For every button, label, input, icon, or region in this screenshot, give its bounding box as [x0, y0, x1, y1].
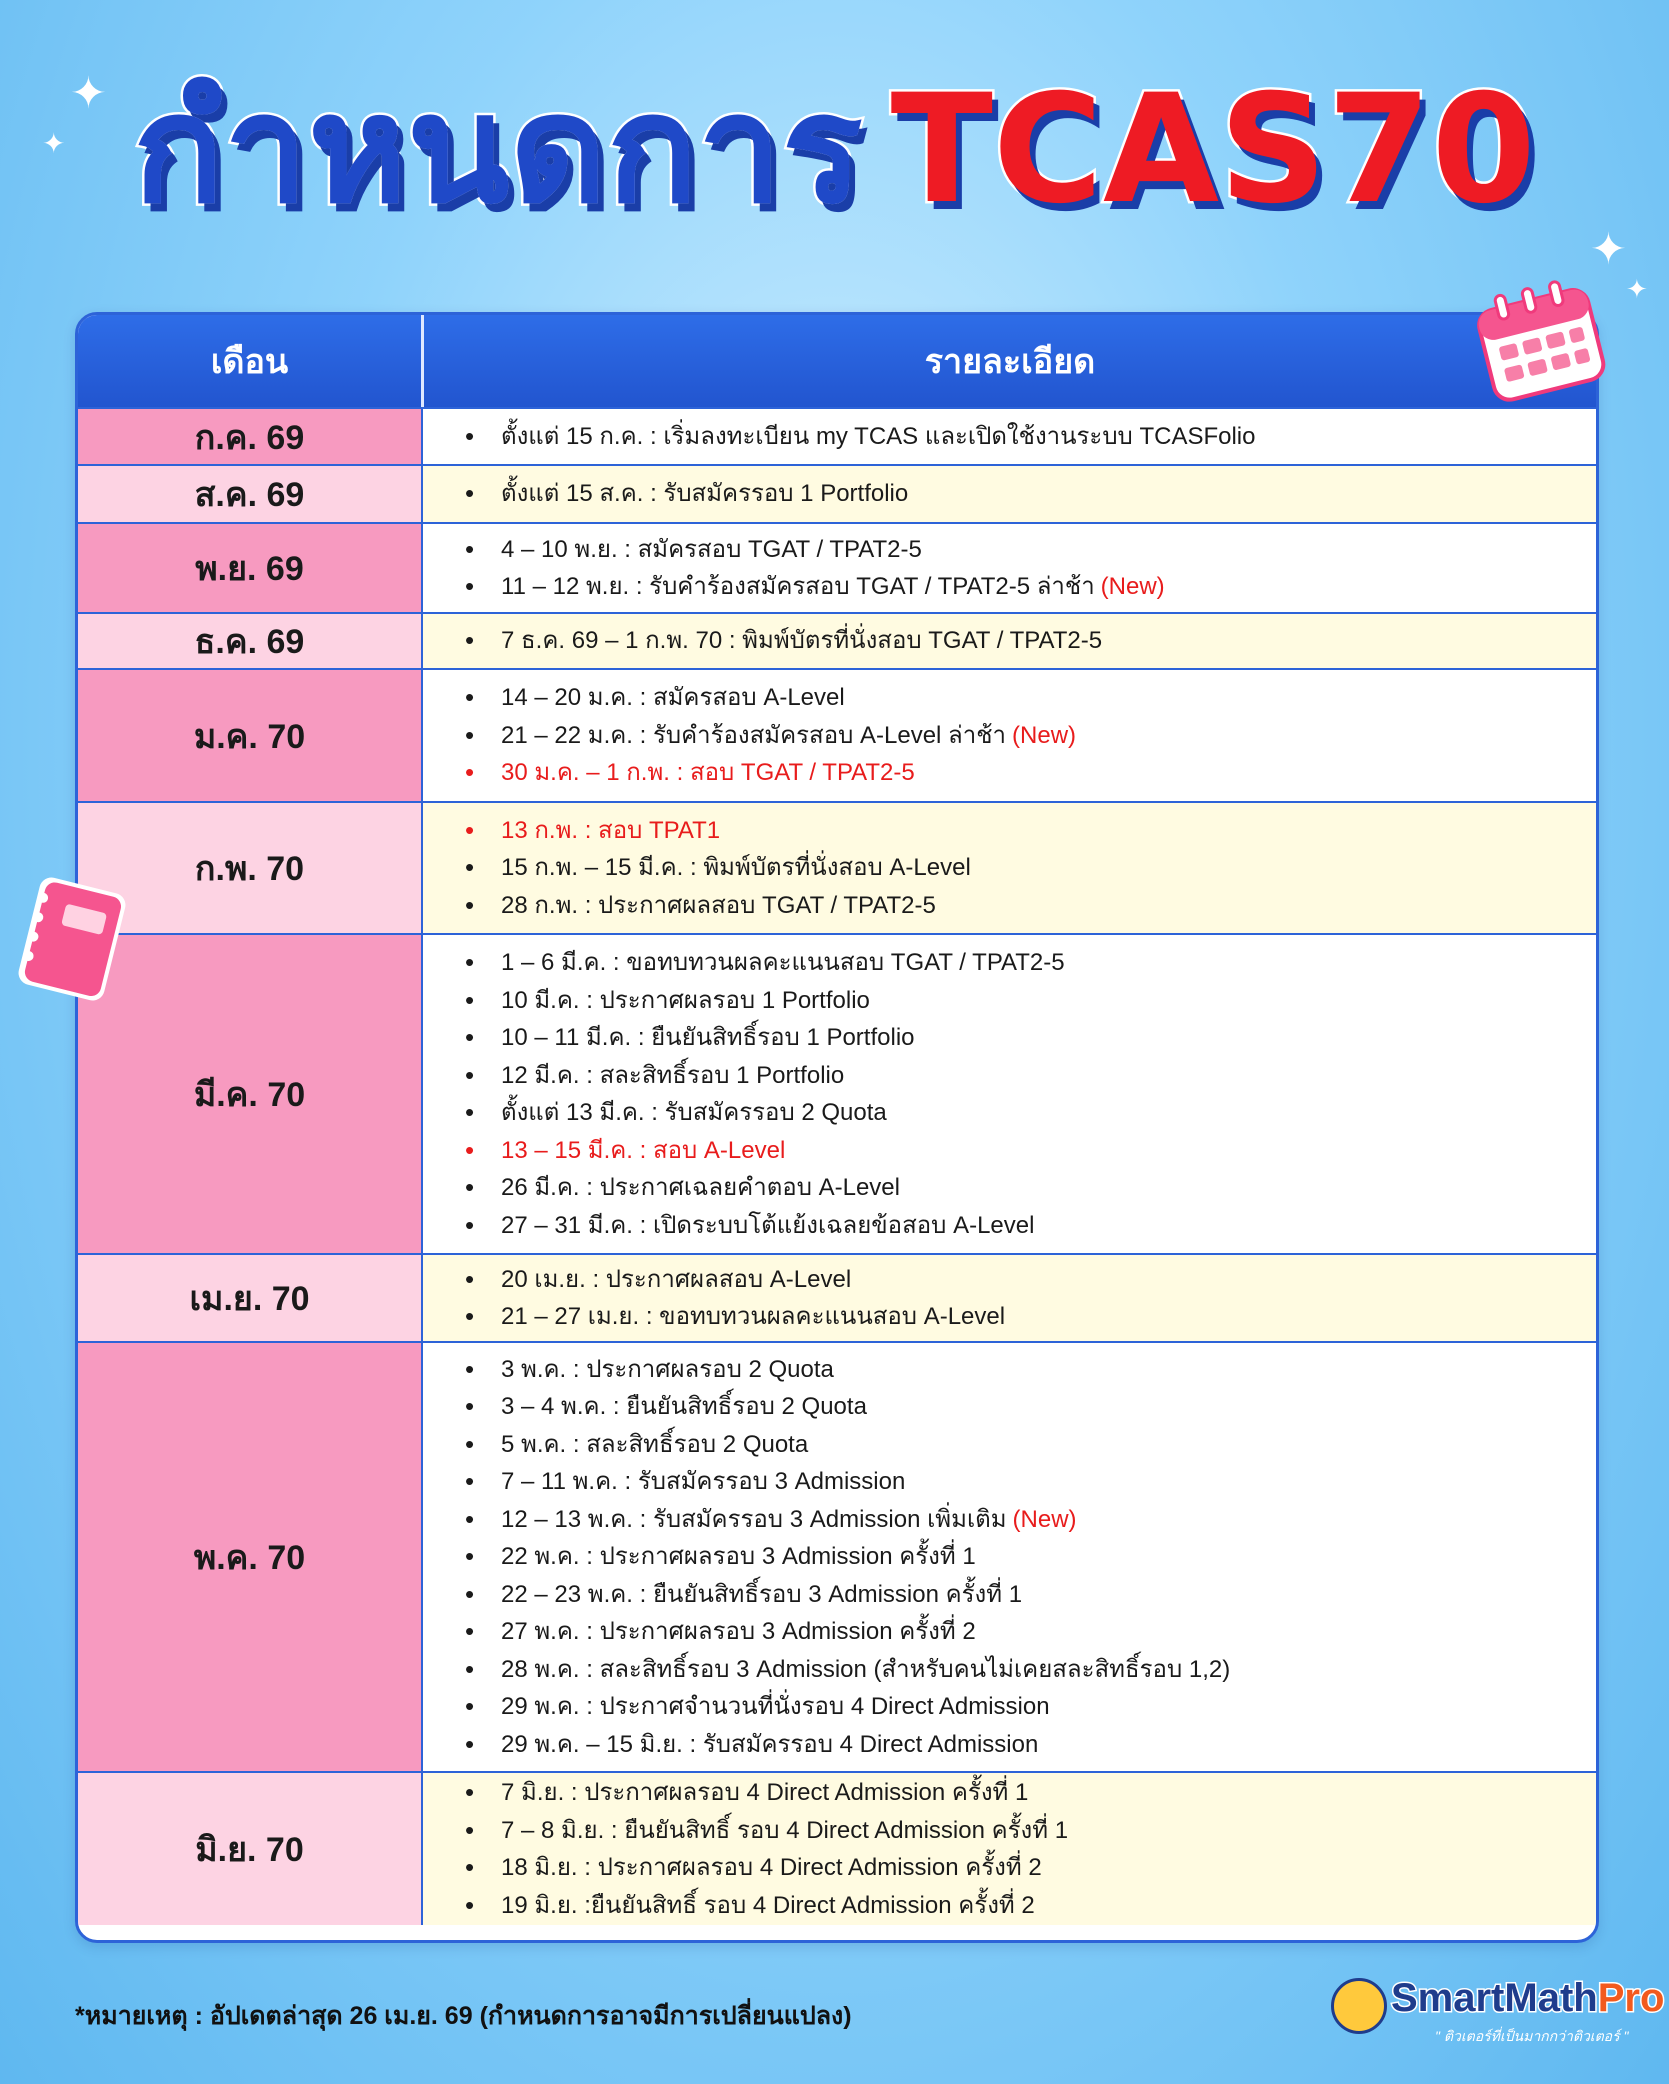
table-row	[78, 1341, 1596, 1771]
title-english: TCAS70	[890, 63, 1536, 237]
schedule-item	[463, 1261, 1596, 1299]
schedule-item	[463, 849, 1596, 887]
logo-tagline: " ติวเตอร์ที่เป็นมากกว่าติวเตอร์ "	[1435, 2028, 1629, 2044]
schedule-item-text: 27 พ.ค. : ประกาศผลรอบ 3 Admission ครั้งที่ 2	[501, 1618, 976, 1646]
month-cell: ส.ค. 69	[78, 466, 423, 522]
schedule-item	[463, 1812, 1596, 1850]
schedule-item	[463, 1388, 1596, 1426]
sparkle-icon: ✦	[1626, 274, 1648, 304]
footer-note: *หมายเหตุ : อัปเดตล่าสุด 26 เม.ย. 69 (กำหนดการอาจมีการเปลี่ยนแปลง)	[75, 2002, 852, 2030]
detail-cell	[423, 466, 1596, 522]
logo-wordmark	[1391, 1976, 1664, 2021]
table-body	[78, 407, 1596, 1925]
schedule-item	[463, 887, 1596, 925]
schedule-item	[463, 1463, 1596, 1501]
table-row	[78, 933, 1596, 1253]
schedule-item-text: 15 ก.พ. – 15 มี.ค. : พิมพ์บัตรที่นั่งสอบ A-Level	[501, 854, 971, 882]
month-cell: ก.ค. 69	[78, 409, 423, 464]
schedule-item-text: 12 – 13 พ.ค. : รับสมัครรอบ 3 Admission เพิ่มเติม	[501, 1505, 1007, 1533]
schedule-item	[463, 944, 1596, 982]
schedule-item-text: 30 ม.ค. – 1 ก.พ. : สอบ TGAT / TPAT2-5	[501, 759, 915, 787]
schedule-item-text: 7 ธ.ค. 69 – 1 ก.พ. 70 : พิมพ์บัตรที่นั่งสอบ TGAT / TPAT2-5	[501, 627, 1103, 655]
schedule-item-text: 7 – 11 พ.ค. : รับสมัครรอบ 3 Admission	[501, 1468, 906, 1496]
schedule-item-text: 11 – 12 พ.ย. : รับคำร้องสมัครสอบ TGAT / TPAT2-5 ล่าช้า	[501, 573, 1095, 600]
sparkle-icon: ✦	[70, 69, 107, 118]
schedule-item-text: 21 – 22 ม.ค. : รับคำร้องสมัครสอบ A-Level ล่าช้า	[501, 721, 1007, 749]
schedule-table	[75, 312, 1599, 1943]
schedule-item-text: 7 – 8 มิ.ย. : ยืนยันสิทธิ์ รอบ 4 Direct Admission ครั้งที่ 1	[501, 1816, 1069, 1844]
table-row	[78, 668, 1596, 801]
schedule-item-text: 29 พ.ค. – 15 มิ.ย. : รับสมัครรอบ 4 Direct Admission	[501, 1730, 1039, 1758]
detail-cell	[423, 409, 1596, 464]
new-badge: (New)	[1100, 573, 1165, 600]
page-title	[0, 63, 1669, 237]
month-cell: ธ.ค. 69	[78, 614, 423, 668]
schedule-item	[463, 1057, 1596, 1095]
schedule-item-text: 1 – 6 มี.ค. : ขอทบทวนผลคะแนนสอบ TGAT / TPAT2-5	[501, 949, 1065, 976]
month-cell: เม.ย. 70	[78, 1255, 423, 1341]
schedule-item-text: 4 – 10 พ.ย. : สมัครสอบ TGAT / TPAT2-5	[501, 535, 922, 563]
schedule-item	[463, 418, 1596, 456]
table-row	[78, 1253, 1596, 1341]
schedule-item	[463, 1426, 1596, 1464]
schedule-item	[463, 1576, 1596, 1614]
schedule-item-text: 28 พ.ค. : สละสิทธิ์รอบ 3 Admission (สำหรับคนไม่เคยสละสิทธิ์รอบ 1,2)	[501, 1655, 1231, 1683]
month-cell: พ.ค. 70	[78, 1343, 423, 1771]
schedule-item	[463, 812, 1596, 850]
sparkle-icon: ✦	[1590, 225, 1627, 274]
title-thai: กำหนดการ	[133, 63, 863, 237]
schedule-item	[463, 475, 1596, 513]
logo-pro: Pro	[1597, 1976, 1665, 2020]
detail-cell	[423, 524, 1596, 612]
logo-smart: Smart	[1391, 1976, 1505, 2020]
table-row	[78, 522, 1596, 612]
schedule-item	[463, 1688, 1596, 1726]
logo-math: Math	[1504, 1976, 1598, 2020]
schedule-item	[463, 717, 1596, 755]
schedule-item-text: 5 พ.ค. : สละสิทธิ์รอบ 2 Quota	[501, 1430, 809, 1458]
schedule-item	[463, 679, 1596, 717]
schedule-item-text: 27 – 31 มี.ค. : เปิดระบบโต้แย้งเฉลยข้อสอบ A-Level	[501, 1211, 1035, 1239]
schedule-item-text: 22 พ.ค. : ประกาศผลรอบ 3 Admission ครั้งที่ 1	[501, 1543, 976, 1571]
schedule-item	[463, 982, 1596, 1020]
schedule-item-text: 13 – 15 มี.ค. : สอบ A-Level	[501, 1136, 786, 1164]
schedule-item	[463, 1132, 1596, 1170]
schedule-item-text: 20 เม.ย. : ประกาศผลสอบ A-Level	[501, 1265, 852, 1293]
schedule-item-text: 22 – 23 พ.ค. : ยืนยันสิทธิ์รอบ 3 Admission ครั้งที่ 1	[501, 1580, 1023, 1608]
schedule-item	[463, 1169, 1596, 1207]
schedule-item	[463, 1094, 1596, 1132]
table-row	[78, 1771, 1596, 1925]
new-badge: (New)	[1012, 721, 1077, 749]
month-cell: มี.ค. 70	[78, 935, 423, 1253]
schedule-item-text: 7 มิ.ย. : ประกาศผลรอบ 4 Direct Admission ครั้งที่ 1	[501, 1779, 1029, 1806]
table-header	[78, 315, 1596, 407]
schedule-item	[463, 1887, 1596, 1925]
detail-cell	[423, 1255, 1596, 1341]
schedule-item-text: 29 พ.ค. : ประกาศจำนวนที่นั่งรอบ 4 Direct Admission	[501, 1693, 1050, 1721]
schedule-item	[463, 1774, 1596, 1812]
schedule-item	[463, 531, 1596, 569]
table-row	[78, 464, 1596, 522]
schedule-item-text: ตั้งแต่ 13 มี.ค. : รับสมัครรอบ 2 Quota	[501, 1099, 887, 1126]
schedule-item	[463, 1849, 1596, 1887]
schedule-item-text: 19 มิ.ย. :ยืนยันสิทธิ์ รอบ 4 Direct Admission ครั้งที่ 2	[501, 1891, 1035, 1919]
schedule-item	[463, 754, 1596, 792]
month-cell: พ.ย. 69	[78, 524, 423, 612]
schedule-item	[463, 1207, 1596, 1245]
schedule-item	[463, 1501, 1596, 1539]
month-cell: ก.พ. 70	[78, 803, 423, 933]
month-cell: มิ.ย. 70	[78, 1773, 423, 1925]
schedule-item-text: 26 มี.ค. : ประกาศเฉลยคำตอบ A-Level	[501, 1174, 900, 1201]
detail-cell	[423, 1773, 1596, 1925]
schedule-item-text: 21 – 27 เม.ย. : ขอทบทวนผลคะแนนสอบ A-Level	[501, 1303, 1006, 1330]
schedule-item	[463, 568, 1596, 606]
schedule-item	[463, 1019, 1596, 1057]
schedule-item	[463, 1651, 1596, 1689]
schedule-item-text: 10 มี.ค. : ประกาศผลรอบ 1 Portfolio	[501, 986, 870, 1014]
schedule-item	[463, 1538, 1596, 1576]
schedule-item-text: 3 – 4 พ.ค. : ยืนยันสิทธิ์รอบ 2 Quota	[501, 1393, 867, 1421]
schedule-item	[463, 1613, 1596, 1651]
schedule-item-text: 18 มิ.ย. : ประกาศผลรอบ 4 Direct Admission ครั้งที่ 2	[501, 1854, 1042, 1881]
table-row	[78, 801, 1596, 933]
month-column-header: เดือน	[78, 315, 424, 407]
sparkle-icon: ✦	[42, 128, 66, 159]
schedule-item	[463, 1726, 1596, 1764]
detail-cell	[423, 1343, 1596, 1771]
schedule-item-text: 3 พ.ค. : ประกาศผลรอบ 2 Quota	[501, 1355, 834, 1383]
smartmathpro-logo-icon	[1331, 1978, 1387, 2034]
schedule-item-text: 10 – 11 มี.ค. : ยืนยันสิทธิ์รอบ 1 Portfolio	[501, 1024, 915, 1051]
schedule-item-text: 28 ก.พ. : ประกาศผลสอบ TGAT / TPAT2-5	[501, 891, 936, 919]
schedule-item-text: 12 มี.ค. : สละสิทธิ์รอบ 1 Portfolio	[501, 1061, 845, 1089]
month-cell: ม.ค. 70	[78, 670, 423, 801]
table-row	[78, 407, 1596, 464]
schedule-item-text: ตั้งแต่ 15 ก.ค. : เริ่มลงทะเบียน my TCAS และเปิดใช้งานระบบ TCASFolio	[501, 422, 1256, 450]
detail-cell	[423, 935, 1596, 1253]
new-badge: (New)	[1012, 1505, 1077, 1533]
detail-cell	[423, 803, 1596, 933]
detail-cell	[423, 614, 1596, 668]
table-row	[78, 612, 1596, 668]
schedule-item	[463, 1351, 1596, 1389]
smartmathpro-logo[interactable]	[1325, 1972, 1665, 2052]
schedule-item-text: 14 – 20 ม.ค. : สมัครสอบ A-Level	[501, 684, 845, 712]
detail-column-header: รายละเอียด	[924, 343, 1096, 381]
schedule-item	[463, 622, 1596, 660]
schedule-item	[463, 1298, 1596, 1336]
schedule-item-text: 13 ก.พ. : สอบ TPAT1	[501, 816, 721, 844]
schedule-item-text: ตั้งแต่ 15 ส.ค. : รับสมัครรอบ 1 Portfolio	[501, 480, 909, 508]
detail-cell	[423, 670, 1596, 801]
